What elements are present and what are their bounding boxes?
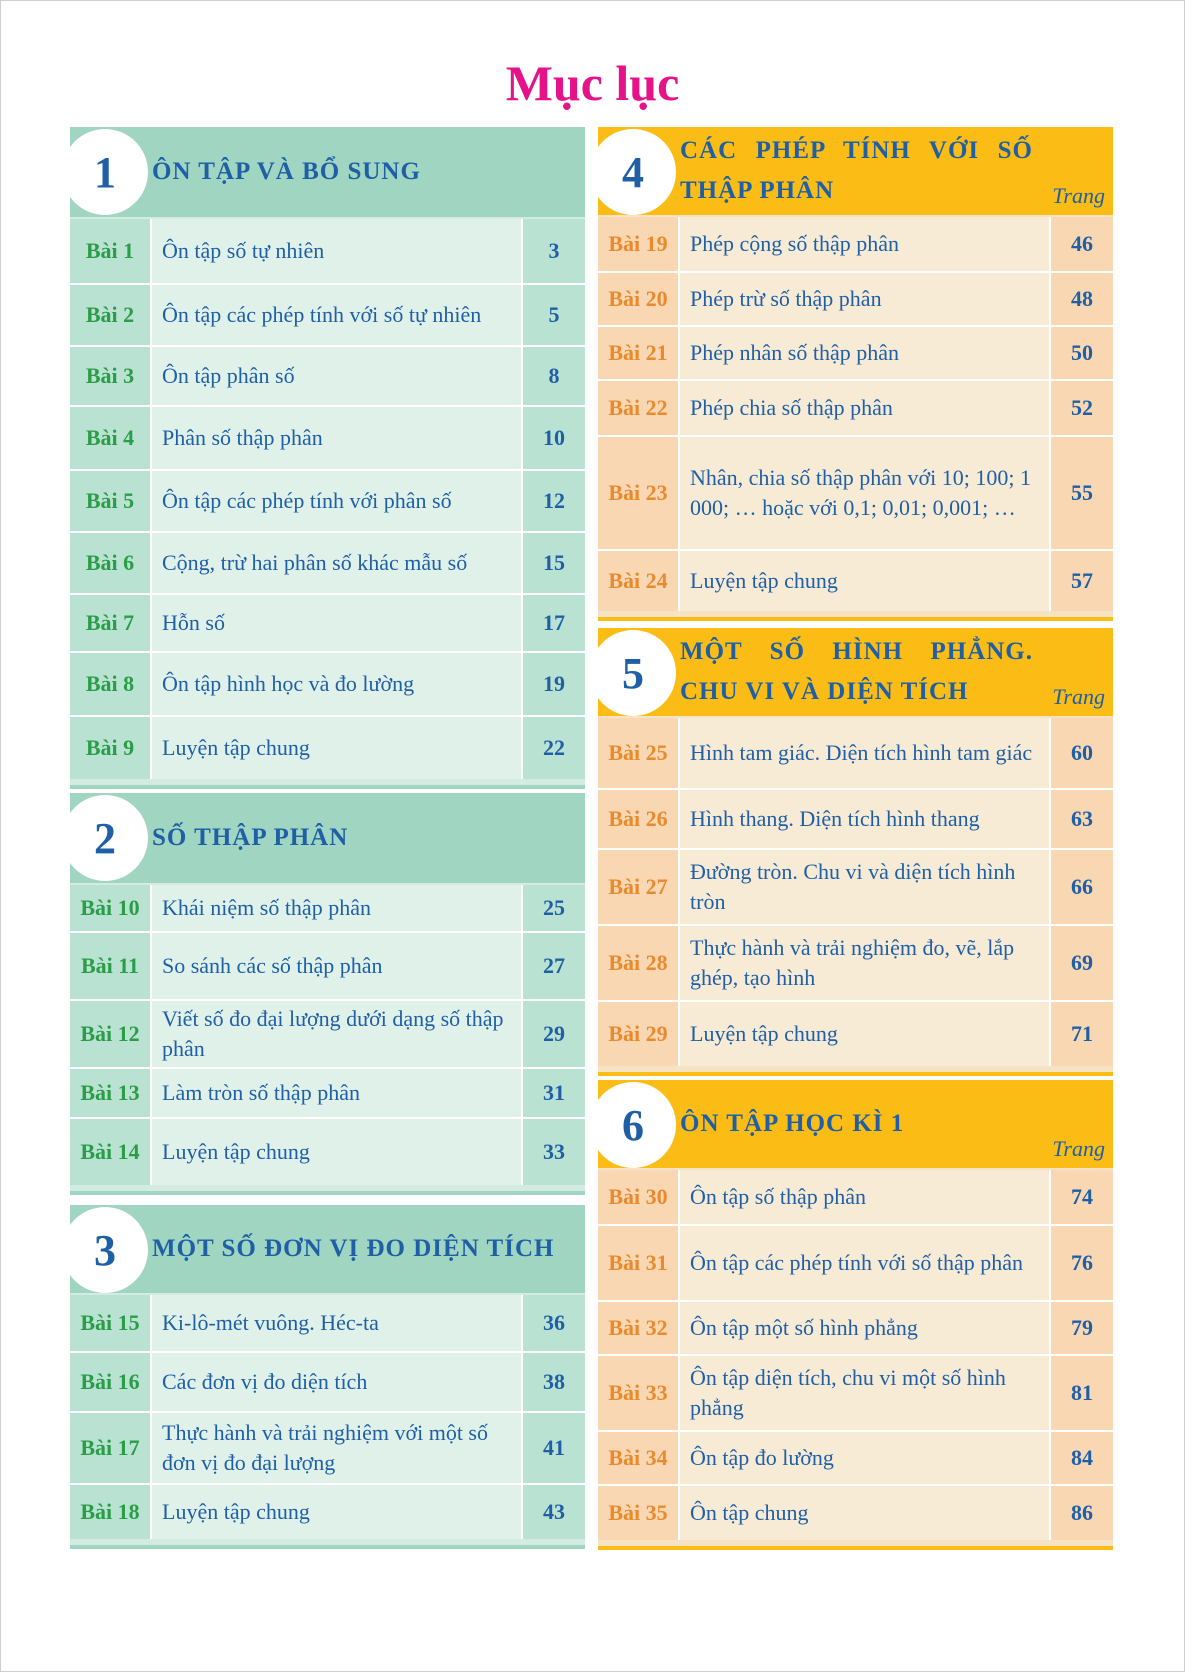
- lesson-name: Luyện tập chung: [152, 717, 523, 779]
- lesson-row[interactable]: [70, 1117, 585, 1185]
- lesson-label: Bài 19: [598, 217, 680, 271]
- lesson-row[interactable]: [598, 1354, 1113, 1430]
- lesson-label: Bài 17: [70, 1413, 152, 1483]
- lesson-row[interactable]: [70, 931, 585, 999]
- lesson-name: Thực hành và trải nghiệm với một số đơn vị đo đại lượng: [152, 1413, 523, 1483]
- lesson-label: Bài 29: [598, 1002, 680, 1066]
- lesson-label: Bài 5: [70, 471, 152, 531]
- section-title: MỘT SỐ ĐƠN VỊ ĐO DIỆN TÍCH: [152, 1235, 555, 1262]
- lesson-row[interactable]: [598, 1484, 1113, 1540]
- section-4: [598, 127, 1113, 621]
- lesson-label: Bài 2: [70, 285, 152, 345]
- lesson-page: 50: [1051, 327, 1113, 379]
- lesson-label: Bài 33: [598, 1356, 680, 1430]
- lesson-name: Các đơn vị đo diện tích: [152, 1353, 523, 1411]
- lesson-page: 86: [1051, 1486, 1113, 1540]
- lesson-page: 66: [1051, 850, 1113, 924]
- lesson-name: Ôn tập chung: [680, 1486, 1051, 1540]
- lesson-page: 63: [1051, 790, 1113, 848]
- page-title: Mục lục: [505, 55, 680, 111]
- lesson-row[interactable]: [70, 345, 585, 405]
- lesson-label: Bài 32: [598, 1302, 680, 1354]
- lesson-label: Bài 18: [70, 1485, 152, 1539]
- section-5: [598, 628, 1113, 1076]
- lesson-row[interactable]: [70, 593, 585, 651]
- lesson-name: Nhân, chia số thập phân với 10; 100; 1 000; … hoặc với 0,1; 0,01; 0,001; …: [680, 437, 1051, 549]
- lesson-row[interactable]: [70, 1411, 585, 1483]
- lesson-label: Bài 9: [70, 717, 152, 779]
- lesson-list: [70, 883, 585, 1195]
- page-column-label: Trang: [1052, 1136, 1105, 1161]
- lesson-row[interactable]: [70, 469, 585, 531]
- lesson-name: Luyện tập chung: [152, 1119, 523, 1185]
- section-2: [70, 793, 585, 1195]
- lesson-label: Bài 27: [598, 850, 680, 924]
- lesson-row[interactable]: [70, 999, 585, 1067]
- lesson-name: Phép nhân số thập phân: [680, 327, 1051, 379]
- lesson-label: Bài 3: [70, 347, 152, 405]
- lesson-label: Bài 28: [598, 926, 680, 1000]
- lesson-label: Bài 1: [70, 219, 152, 283]
- section-header: [70, 793, 585, 883]
- lesson-name: Hình tam giác. Diện tích hình tam giác: [680, 718, 1051, 788]
- lesson-name: Hình thang. Diện tích hình thang: [680, 790, 1051, 848]
- lesson-page: 79: [1051, 1302, 1113, 1354]
- lesson-label: Bài 25: [598, 718, 680, 788]
- lesson-name: Phân số thập phân: [152, 407, 523, 469]
- lesson-page: 33: [523, 1119, 585, 1185]
- lesson-label: Bài 10: [70, 885, 152, 931]
- lesson-name: Luyện tập chung: [680, 551, 1051, 611]
- section-3: [70, 1205, 585, 1549]
- lesson-name: So sánh các số thập phân: [152, 933, 523, 999]
- lesson-row[interactable]: [598, 788, 1113, 848]
- lesson-label: Bài 26: [598, 790, 680, 848]
- lesson-row[interactable]: [598, 848, 1113, 924]
- lesson-name: Ôn tập một số hình phẳng: [680, 1302, 1051, 1354]
- lesson-page: 36: [523, 1295, 585, 1351]
- lesson-label: Bài 4: [70, 407, 152, 469]
- lesson-label: Bài 30: [598, 1170, 680, 1224]
- section-header: [598, 628, 1113, 716]
- lesson-name: Làm tròn số thập phân: [152, 1069, 523, 1117]
- lesson-row[interactable]: [598, 1430, 1113, 1484]
- lesson-name: Ôn tập các phép tính với số tự nhiên: [152, 285, 523, 345]
- lesson-page: 41: [523, 1413, 585, 1483]
- lesson-label: Bài 11: [70, 933, 152, 999]
- lesson-name: Luyện tập chung: [152, 1485, 523, 1539]
- section-header: [70, 127, 585, 217]
- lesson-page: 71: [1051, 1002, 1113, 1066]
- lesson-page: 22: [523, 717, 585, 779]
- lesson-label: Bài 20: [598, 273, 680, 325]
- lesson-label: Bài 12: [70, 1001, 152, 1067]
- lesson-list: [598, 215, 1113, 621]
- lesson-page: 69: [1051, 926, 1113, 1000]
- lesson-name: Ôn tập các phép tính với phân số: [152, 471, 523, 531]
- lesson-row[interactable]: [598, 1000, 1113, 1066]
- lesson-row[interactable]: [70, 219, 585, 283]
- lesson-page: 19: [523, 653, 585, 715]
- lesson-list: [70, 1293, 585, 1549]
- lesson-page: 25: [523, 885, 585, 931]
- lesson-name: Ôn tập diện tích, chu vi một số hình phẳng: [680, 1356, 1051, 1430]
- lesson-name: Ôn tập đo lường: [680, 1432, 1051, 1484]
- lesson-row[interactable]: [70, 1351, 585, 1411]
- lesson-row[interactable]: [598, 217, 1113, 271]
- lesson-page: 57: [1051, 551, 1113, 611]
- lesson-label: Bài 24: [598, 551, 680, 611]
- lesson-page: 10: [523, 407, 585, 469]
- lesson-row[interactable]: [598, 718, 1113, 788]
- section-6: [598, 1080, 1113, 1550]
- lesson-name: Cộng, trừ hai phân số khác mẫu số: [152, 533, 523, 593]
- lesson-page: 84: [1051, 1432, 1113, 1484]
- section-number-badge: 2: [62, 795, 148, 881]
- lesson-label: Bài 15: [70, 1295, 152, 1351]
- section-header: [598, 127, 1113, 215]
- section-title: ÔN TẬP HỌC KÌ 1: [680, 1110, 905, 1137]
- lesson-label: Bài 22: [598, 381, 680, 435]
- lesson-page: 74: [1051, 1170, 1113, 1224]
- lesson-page: 8: [523, 347, 585, 405]
- lesson-label: Bài 21: [598, 327, 680, 379]
- page-column-label: Trang: [1052, 183, 1105, 208]
- lesson-name: Khái niệm số thập phân: [152, 885, 523, 931]
- lesson-label: Bài 31: [598, 1226, 680, 1300]
- lesson-label: Bài 34: [598, 1432, 680, 1484]
- lesson-name: Ôn tập phân số: [152, 347, 523, 405]
- section-number-badge: 3: [62, 1207, 148, 1293]
- lesson-row[interactable]: [598, 924, 1113, 1000]
- lesson-list: [70, 217, 585, 789]
- lesson-name: Đường tròn. Chu vi và diện tích hình tròn: [680, 850, 1051, 924]
- section-number-badge: 6: [590, 1082, 676, 1168]
- page-column-label: Trang: [1052, 684, 1105, 709]
- lesson-row[interactable]: [598, 549, 1113, 611]
- section-header: [70, 1205, 585, 1293]
- lesson-name: Ôn tập số tự nhiên: [152, 219, 523, 283]
- lesson-list: [598, 716, 1113, 1076]
- lesson-page: 60: [1051, 718, 1113, 788]
- lesson-row[interactable]: [70, 715, 585, 779]
- lesson-row[interactable]: [598, 1224, 1113, 1300]
- lesson-label: Bài 23: [598, 437, 680, 549]
- lesson-row[interactable]: [70, 283, 585, 345]
- lesson-name: Luyện tập chung: [680, 1002, 1051, 1066]
- lesson-label: Bài 7: [70, 595, 152, 651]
- lesson-label: Bài 8: [70, 653, 152, 715]
- lesson-page: 55: [1051, 437, 1113, 549]
- lesson-label: Bài 6: [70, 533, 152, 593]
- lesson-row[interactable]: [70, 1067, 585, 1117]
- lesson-row[interactable]: [70, 651, 585, 715]
- lesson-list: [598, 1168, 1113, 1550]
- lesson-label: Bài 16: [70, 1353, 152, 1411]
- lesson-name: Ôn tập hình học và đo lường: [152, 653, 523, 715]
- lesson-name: Viết số đo đại lượng dưới dạng số thập phân: [152, 1001, 523, 1067]
- lesson-row[interactable]: [598, 1170, 1113, 1224]
- lesson-page: 29: [523, 1001, 585, 1067]
- lesson-page: 38: [523, 1353, 585, 1411]
- lesson-page: 46: [1051, 217, 1113, 271]
- lesson-name: Phép cộng số thập phân: [680, 217, 1051, 271]
- section-title: MỘT SỐ HÌNH PHẲNG. CHU VI VÀ DIỆN TÍCH: [680, 638, 1033, 705]
- lesson-row[interactable]: [598, 271, 1113, 325]
- lesson-page: 17: [523, 595, 585, 651]
- section-number-badge: 5: [590, 630, 676, 716]
- lesson-name: Phép trừ số thập phân: [680, 273, 1051, 325]
- lesson-label: Bài 14: [70, 1119, 152, 1185]
- section-title: CÁC PHÉP TÍNH VỚI SỐ THẬP PHÂN: [680, 137, 1033, 204]
- lesson-name: Ki-lô-mét vuông. Héc-ta: [152, 1295, 523, 1351]
- lesson-row[interactable]: [70, 885, 585, 931]
- section-header: [598, 1080, 1113, 1168]
- lesson-name: Ôn tập các phép tính với số thập phân: [680, 1226, 1051, 1300]
- lesson-page: 76: [1051, 1226, 1113, 1300]
- lesson-row[interactable]: [598, 325, 1113, 379]
- lesson-row[interactable]: [70, 531, 585, 593]
- lesson-page: 3: [523, 219, 585, 283]
- lesson-label: Bài 35: [598, 1486, 680, 1540]
- lesson-row[interactable]: [70, 1295, 585, 1351]
- lesson-page: 31: [523, 1069, 585, 1117]
- lesson-row[interactable]: [598, 1300, 1113, 1354]
- lesson-page: 52: [1051, 381, 1113, 435]
- lesson-row[interactable]: [598, 435, 1113, 549]
- lesson-page: 81: [1051, 1356, 1113, 1430]
- lesson-page: 43: [523, 1485, 585, 1539]
- lesson-name: Ôn tập số thập phân: [680, 1170, 1051, 1224]
- lesson-row[interactable]: [70, 405, 585, 469]
- lesson-page: 27: [523, 933, 585, 999]
- lesson-page: 48: [1051, 273, 1113, 325]
- section-title: SỐ THẬP PHÂN: [152, 824, 349, 851]
- section-number-badge: 1: [62, 129, 148, 215]
- section-title: ÔN TẬP VÀ BỔ SUNG: [152, 158, 421, 185]
- lesson-name: Thực hành và trải nghiệm đo, vẽ, lắp ghép, tạo hình: [680, 926, 1051, 1000]
- lesson-page: 12: [523, 471, 585, 531]
- lesson-label: Bài 13: [70, 1069, 152, 1117]
- lesson-row[interactable]: [70, 1483, 585, 1539]
- lesson-name: Hỗn số: [152, 595, 523, 651]
- lesson-row[interactable]: [598, 379, 1113, 435]
- lesson-page: 5: [523, 285, 585, 345]
- section-1: [70, 127, 585, 789]
- section-number-badge: 4: [590, 129, 676, 215]
- lesson-page: 15: [523, 533, 585, 593]
- lesson-name: Phép chia số thập phân: [680, 381, 1051, 435]
